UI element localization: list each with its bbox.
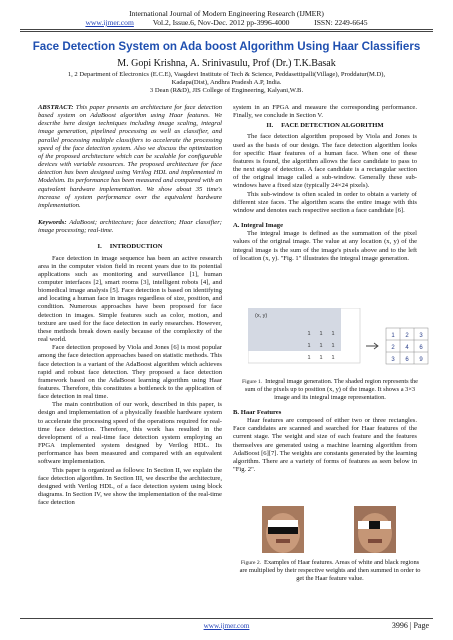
figure-1-caption-text: Integral image generation. The shaded region represents the sum of the pixels up to position (x, y) of the image. It shows a 3×3 image and its integral image representation.	[244, 378, 419, 401]
right-column-bottom	[233, 409, 417, 474]
integral-cell: 3	[419, 333, 423, 339]
face-sample-1	[262, 506, 304, 553]
figure-1-label: Figure 1.	[241, 379, 263, 385]
integral-cell: 9	[419, 357, 423, 363]
original-cell: 1	[331, 343, 335, 349]
affiliation-line-2: Kadapa(Dist), Andhra Pradesh A.P, India.	[171, 79, 282, 86]
figure-1-caption	[238, 378, 422, 402]
page-number: 3996 | Page	[391, 621, 429, 630]
journal-name: International Journal of Modern Engineering Research (IJMER)	[129, 9, 324, 18]
original-cell: 1	[319, 355, 323, 361]
integral-cell: 4	[405, 345, 409, 351]
intro-paragraph-1: Face detection in image sequence has been an active research area in the computer vision field in recent years due to its potential applications such as monitoring and surveillance [1], human computer interfaces [2], smart rooms [3], intelligent robots [4], and biomedical image analysis [5]. Face detection is based on identifying and locating a human face in images regardless of size, position, and condition. Numerous approaches have been proposed for face detection in images. Simple features such as color, motion, and texture are used for the face detection in early researches. However, these methods break down easily because of the complexity of the real world.	[38, 254, 222, 344]
intro-paragraph-3: The main contribution of our work, described in this paper, is design and implementation of a physically feasible hardware system to accelerate the processing speed of the operations required for real-time face detection. Therefore, this work has resulted in the development of a real-time face detection system employing an FPGA implemented system designed by Verilog HDL. Its performance has been measured and compared with an equivalent software implementation.	[38, 401, 222, 466]
header-issn: ISSN: 2249-6645	[314, 18, 368, 27]
integral-cell: 6	[419, 345, 423, 351]
section-heading-algorithm	[233, 122, 417, 130]
original-cell: 1	[307, 355, 311, 361]
figure-2-caption-text: Examples of Haar features. Areas of white and black regions are multiplied by their respective weights and then summed in order to get the Haar feature value.	[239, 559, 421, 582]
paper-title: Face Detection System on Ada boost Algorithm Using Haar Classifiers	[32, 40, 421, 53]
paper-authors: M. Gopi Krishna, A. Srinivasulu, Prof (Dr.) T.K.Basak	[117, 58, 336, 69]
original-cell: 1	[307, 331, 311, 337]
footer-url[interactable]: www.ijmer.com	[203, 622, 250, 630]
subsection-heading-haar-features: B. Haar Features	[233, 409, 282, 416]
subsection-heading-integral-image: A. Integral Image	[233, 222, 283, 230]
original-cell: 1	[319, 343, 323, 349]
section-heading-introduction	[38, 243, 222, 251]
header-url[interactable]: www.ijmer.com	[85, 18, 134, 27]
haar-features-paragraph: Haar features are composed of either two or three rectangles. Face candidates are scanned and searched for Haar features of the current stage. The weight and size of each feature and the features themselves are generated using a machine learning algorithm from AdaBoost [6][7]. The weights are constants generated by the learning algorithm. There are a variety of forms of features as seen below in "Fig. 2".	[233, 417, 417, 474]
section-number: I.	[97, 243, 102, 251]
keywords-text: AdaBoost; architecture; face detection; Haar classifier; image processing; real-time.	[38, 219, 222, 235]
abstract	[38, 104, 222, 210]
original-cell: 1	[331, 355, 335, 361]
header-volume: Vol.2, Issue.6, Nov-Dec. 2012 pp-3996-4000	[152, 18, 290, 27]
left-column	[38, 104, 222, 507]
algorithm-paragraph-1: The face detection algorithm proposed by Viola and Jones is used as the basis of our design. The face detection algorithm looks for specific Haar features of a human face. When one of these features is found, the algorithm allows the face candidate to pass to the next stage of detection. A face candidate is a rectangular section of the original image called a sub-window. Generally these sub-windows have a fixed size (typically 24×24 pixels).	[233, 133, 417, 190]
abstract-text: This paper presents an architecture for face detection based system on AdaBoost algorithm using Haar features. We describe here design techniques including image scaling, integral image generation, pipelined processing as well as classifier, and parallel processing multiple classifiers to accelerate the processing speed of the face detection system. Also we discuss the optimization of the proposed architecture which can be scalable for configurable devices with variable resources. The proposed architecture for face detection has been designed using Verilog HDL and implemented in Modelsim. Its performance has been measured and compared with an equivalent hardware implementation. We show about 35 time's increase of system performance over the equivalent hardware implementation.	[38, 104, 222, 209]
algorithm-paragraph-2: This sub-window is often scaled in order to obtain a variety of different size faces. The algorithm scans the entire image with this window and denotes each respective section a face candidate [6].	[233, 190, 417, 214]
integral-cell: 2	[405, 333, 409, 339]
integral-cell: 1	[391, 333, 395, 339]
figure-2-label: Figure 2.	[240, 560, 262, 566]
header-rule	[20, 29, 433, 30]
running-header	[0, 9, 453, 27]
keywords-label: Keywords:	[38, 219, 67, 227]
face-sample-2	[354, 506, 396, 553]
keywords	[38, 219, 222, 235]
figure-2-haar-features	[238, 506, 418, 554]
integral-cell: 6	[405, 357, 409, 363]
abstract-label: ABSTRACT:	[38, 104, 74, 111]
header-rule-second	[20, 31, 433, 32]
intro-paragraph-4: This paper is organized as follows: In Section II, we explain the face detection algorithm. In Section III, we describe the architecture, designed with Verilog HDL, of a face detection system using block diagrams. In Section IV, we show the implementation of the real-time face detection	[38, 466, 222, 507]
point-label: (x, y)	[255, 313, 268, 319]
integral-image-paragraph: The integral image is defined as the summation of the pixel values of the original image. The value at any location (x, y) of the integral image is the sum of the image's pixels above and to the left of location (x, y). "Fig. 1" illustrates the integral image generation.	[233, 230, 417, 262]
arrow-right-icon	[366, 343, 378, 349]
right-paragraph-continued: system in an FPGA and measure the corresponding performance. Finally, we conclude in Section V.	[233, 104, 417, 120]
right-column-top	[233, 104, 417, 263]
affiliation-line-3: 3 Dean (R&D), JIS College of Engineering, Kalyani,W.B.	[149, 87, 304, 94]
integral-cell: 3	[391, 357, 395, 363]
figure-1-integral-image	[248, 308, 430, 365]
section-number: II.	[266, 122, 274, 130]
integral-cell: 2	[391, 345, 395, 351]
figure-2-caption	[238, 559, 422, 583]
intro-paragraph-2: Face detection proposed by Viola and Jones [6] is most popular among the face detection approaches based on statistic methods. This face detection is a variant of the AdaBoost algorithm which achieves rapid and robust face detection. They proposed a face detection framework based on the AdaBoost learning algorithm using Haar features. Therefore, this constitutes a bottleneck to the application of face detection in real time.	[38, 344, 222, 401]
original-cell: 1	[307, 343, 311, 349]
section-title: FACE DETECTION ALGORITHM	[281, 122, 384, 130]
original-cell: 1	[331, 331, 335, 337]
header-info-line	[0, 18, 453, 27]
integral-image-grid	[386, 328, 428, 364]
original-cell: 1	[319, 331, 323, 337]
affiliation-line-1: 1, 2 Department of Electronics (E.C.E), Vaagdevi Institute of Tech & Science, Peddasettipalli(Village), Proddatur(M.D),	[67, 71, 386, 78]
footer-rule	[20, 618, 433, 619]
section-title: INTRODUCTION	[109, 243, 163, 251]
